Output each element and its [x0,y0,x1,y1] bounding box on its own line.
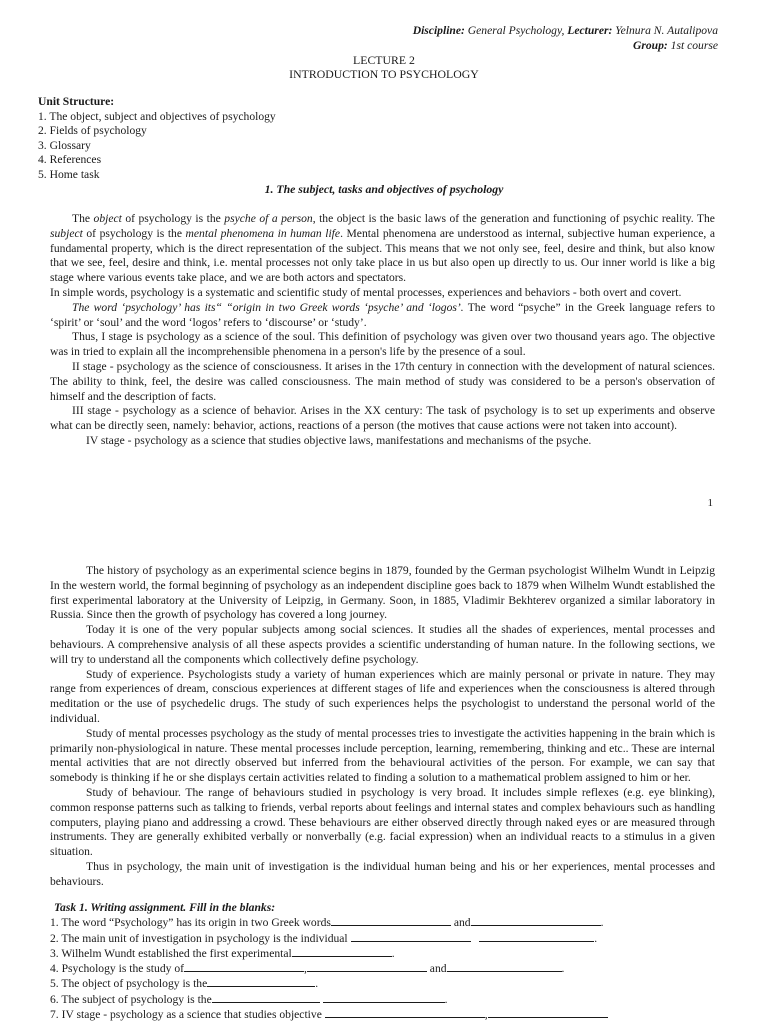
discipline-label: Discipline: [412,24,465,37]
paragraph-origin: The word ‘psychology’ has its“ “origin in two Greek words ‘psyche’ and ‘logos’. The word “psyche” in the Greek language refers to ‘spirit’ or ‘soul’ and the word ‘logos’ refers to ‘discourse’ or ‘study’. [50,300,715,329]
paragraph-behaviour: Study of behaviour. The range of behaviours studied in psychology is very broad. It includes simple reflexes (e.g. eye blinking), common response patterns such as talking to friends, verbal reports about feelings and internal states and complex behaviours such as handling computers, playing piano and addressing a crowd. These behaviours are either observed directly through naked eyes or are measured through instruments. They are generally exhibited verbally or nonverbally (e.g. facial expression) when an individual reacts to a stimulus in a given situation. [50,785,715,859]
answer-blank[interactable] [292,946,392,957]
section-1-body [50,212,715,449]
paragraph-simple-words: In simple words, psychology is a systematic and scientific study of mental processes, experiences and behaviors - both overt and covert. [50,285,682,299]
answer-blank[interactable] [447,961,562,972]
paragraph-mental-processes: Study of mental processes psychology as the study of mental processes tries to investigate the activities happening in the brain which is primarily non-physiological in nature. These mental processes include perception, learning, remembering, thinking and etc.. These are internal mental activities that are not directly observed but inferred from the behavioural activities of the person. For example, we can say that somebody is thinking if he or she displays certain activities related to finding a solution to a mathematical problem assigned to him or her. [50,726,715,785]
task-question-3: 3. Wilhelm Wundt established the first experimental . [50,946,395,960]
section-1-heading: 1. The subject, tasks and objectives of psychology [264,182,504,196]
unit-structure [38,95,276,183]
page-2-body [50,564,715,890]
answer-blank[interactable] [212,992,320,1003]
answer-blank[interactable] [184,961,304,972]
task-question-6: 6. The subject of psychology is the . [50,992,448,1006]
task-1-heading: Task 1. Writing assignment. Fill in the blanks: [54,901,276,914]
answer-blank[interactable] [207,976,315,987]
answer-blank[interactable] [323,992,445,1003]
group-label: Group: [632,39,668,52]
unit-item: 1. The object, subject and objectives of psychology [38,109,276,123]
paragraph-stage-4: IV stage - psychology as a science that studies objective laws, manifestations and mechanisms of the psyche. [86,433,592,447]
answer-blank[interactable] [488,1007,608,1018]
answer-blank[interactable] [351,931,471,942]
paragraph-unit-of-investigation: Thus in psychology, the main unit of investigation is the individual human being and his or her experiences, mental processes and behaviours. [50,859,715,888]
task-question-5: 5. The object of psychology is the . [50,977,319,991]
header-discipline-line [413,23,718,38]
answer-blank[interactable] [307,961,427,972]
paragraph-stage-1: Thus, I stage is psychology as a science of the soul. This definition of psychology was given over two thousand years ago. The objective was in tried to explain all the incomprehensible phenomena in a person's life by the presence of a soul. [50,330,715,359]
task-question-4: 4. Psychology is the study of , and . [50,962,565,976]
paragraph-today: Today it is one of the very popular subjects among social sciences. It studies all the shades of experiences, mental processes and behaviours. A comprehensive analysis of all these aspects provides a scientific understanding of human nature. In the following sections, we will try to understand all the components which collectively define psychology. [50,623,715,666]
answer-blank[interactable] [479,931,594,942]
task-question-2: 2. The main unit of investigation in psychology is the individual . [50,931,598,945]
answer-blank[interactable] [331,915,451,926]
page-2 [0,560,768,1024]
task-question-7: 7. IV stage - psychology as a science that studies objective , [50,1007,718,1022]
unit-structure-heading: Unit Structure: [38,95,115,108]
paragraph-stage-3: III stage - psychology as a science of behavior. Arises in the XX century: The task of psychology is to set up experiments and observe what can be directly seen, namely: behavior, actions, reactions of a person (the motives that cause actions were not taken into account). [50,404,715,433]
unit-item: 2. Fields of psychology [38,124,147,138]
task-question-1: 1. The word “Psychology” has its origin in two Greek words and . [50,916,604,930]
discipline-value: General Psychology, [464,24,568,37]
unit-item: 4. References [38,153,102,167]
paragraph-experience: Study of experience. Psychologists study a variety of human experiences which are mainly personal or private in nature. They may range from experiences of dream, conscious experiences at different stages of life and experiences when the consciousness is altered through meditation or the use of psychedelic drugs. The study of such experiences helps the psychologist to understand the personal world of the individual. [50,667,715,725]
unit-item: 3. Glossary [38,138,91,152]
unit-item: 5. Home task [38,167,100,181]
paragraph-stage-2: II stage - psychology as the science of consciousness. It arises in the 17th century in connection with the development of natural sciences. The ability to think, feel, the desire was called consciousness. The main method of study was considered to be a person's observation of himself and the description of facts. [50,359,715,403]
header-group-line [633,38,718,53]
lecture-number: LECTURE 2 [353,53,415,67]
group-value: 1st course [667,39,718,52]
paragraph-object: The object of psychology is the psyche of a person, the object is the basic laws of the generation and functioning of psychic reality. The subject of psychology is the mental phenomena in human life. Mental phenomena are understood as internal, subjective human experience, a fundamental property, which is the direct representation of the subject. This means that we not only see, feel, desire and think, but also know that we see, feel, desire and think, i.e. mental processes not only take place in us but also open up directly to us. Our inner world is like a big stage where various events take place, and we are both actors and spectators. [50,212,716,285]
answer-blank[interactable] [325,1007,485,1018]
answer-blank[interactable] [471,915,601,926]
lecturer-label: Lecturer: [567,24,613,37]
page-number: 1 [707,497,713,509]
lecture-title: INTRODUCTION TO PSYCHOLOGY [289,67,479,81]
paragraph-history: The history of psychology as an experimental science begins in 1879, founded by the German psychologist Wilhelm Wundt in Leipzig In the western world, the formal beginning of psychology as an independent discipline goes back to 1879 when Wilhelm Wundt established the first experimental laboratory at the University of Leipzig, in Germany. Soon, in 1885, Vladimir Bekhterev organized a similar laboratory in Russia. Since then the growth of psychology has covered a long journey. [50,564,715,622]
lecturer-value: Yelnura N. Autalipova [612,24,718,37]
task-1 [50,900,718,1022]
